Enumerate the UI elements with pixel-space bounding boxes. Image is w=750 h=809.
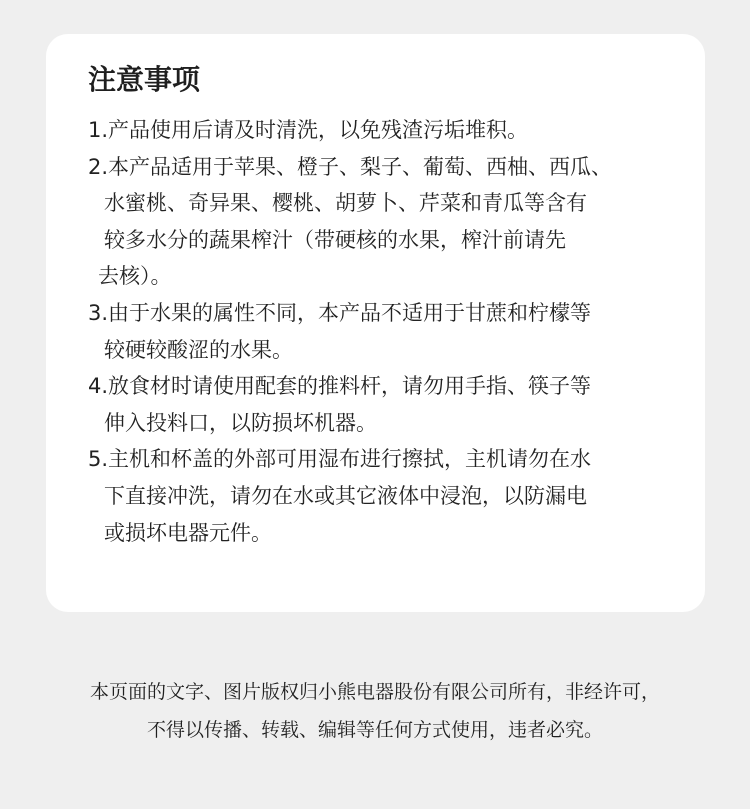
notice-list [88, 112, 685, 551]
notice-item-2-line-2: 水蜜桃、奇异果、樱桃、胡萝卜、芹菜和青瓜等含有 [104, 191, 587, 216]
copyright-footer [0, 673, 750, 749]
notice-item-4-line-2: 伸入投料口，以防损坏机器。 [104, 410, 377, 435]
notice-item-3-line-2: 较硬较酸涩的水果。 [104, 337, 293, 362]
copyright-line-2: 不得以传播、转载、编辑等任何方式使用，违者必究。 [146, 719, 603, 741]
notice-item-1 [88, 112, 685, 149]
notice-item-2-line-3: 较多水分的蔬果榨汁（带硬核的水果，榨汁前请先 [104, 227, 566, 252]
copyright-line-1: 本页面的文字、图片版权归小熊电器股份有限公司所有，非经许可， [89, 681, 660, 703]
notice-item-3-line-1: 3.由于水果的属性不同，本产品不适用于甘蔗和柠檬等 [88, 300, 592, 325]
notice-item-4-line-1: 4.放食材时请使用配套的推料杆，请勿用手指、筷子等 [88, 374, 592, 399]
notice-item-4 [88, 368, 685, 441]
notice-item-3 [88, 295, 685, 368]
notice-item-5-line-3: 或损坏电器元件。 [104, 520, 272, 545]
notice-item-5-line-1: 5.主机和杯盖的外部可用湿布进行擦拭，主机请勿在水 [88, 447, 592, 472]
notice-card [46, 34, 705, 612]
notice-title: 注意事项 [88, 63, 201, 96]
notice-item-2-line-4: 去核）。 [98, 264, 172, 289]
notice-item-5-line-2: 下直接冲洗，请勿在水或其它液体中浸泡，以防漏电 [104, 483, 587, 508]
notice-item-2-line-1: 2.本产品适用于苹果、橙子、梨子、葡萄、西柚、西瓜、 [88, 154, 613, 179]
notice-item-1-line-1: 1.产品使用后请及时清洗，以免残渣污垢堆积。 [88, 118, 529, 142]
notice-item-2 [88, 149, 685, 295]
notice-item-5 [88, 441, 685, 551]
